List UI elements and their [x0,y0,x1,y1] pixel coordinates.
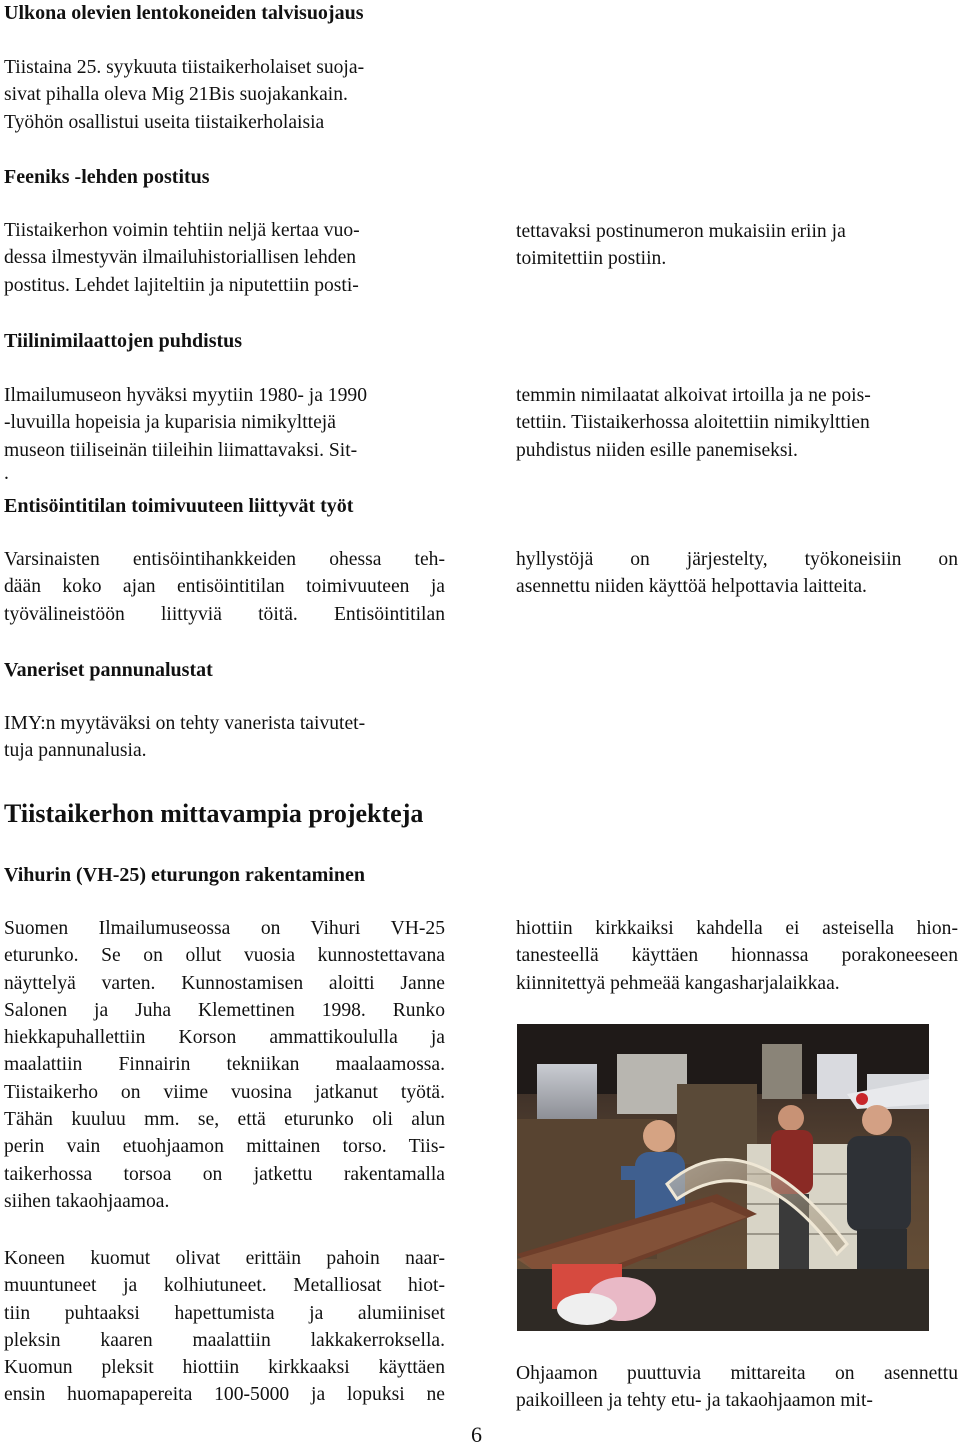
text-line: muuntuneet ja kolhiutuneet. Metalliosat hiot- [4,1275,445,1297]
projects-title: Tiistaikerhon mittavampia projekteja [4,799,424,828]
text-line: museon tiiliseinän tiileihin liimattavaksi. Sit- [4,439,358,461]
text-line: hiottiin kirkkaiksi kahdella ei asteisella hion- [516,918,958,939]
paragraph-vihuri-left-2 [4,1245,445,1409]
text-line: tuja pannunalusia. [4,740,147,762]
paragraph-pannunalustat [4,710,444,765]
text-line: dessa ilmestyvän ilmailuhistoriallisen lehden [4,247,357,269]
text-line: työvälineistöön liittyviä töitä. Entisöintitilan [4,603,445,625]
text-line: Koneen kuomut olivat erittäin pahoin naar- [4,1248,445,1269]
text-line: Tähän kuuluu mm. se, että eturunko oli alun [4,1109,445,1131]
paragraph-tiilinimilaatat-left [4,382,444,464]
text-line: Tiistaikerhon voimin tehtiin neljä kertaa vuo- [4,220,360,241]
section-heading-entisointitila: Entisöintitilan toimivuuteen liittyvät työt [4,495,354,517]
text-line: dään koko ajan entisöintitilan toimivuuteen ja [4,576,445,598]
text-line: puhdistus niiden esille panemiseksi. [516,439,798,461]
text-line: maalattiin Finnairin tekniikan maalaamossa. [4,1054,445,1076]
page-number: 6 [471,1422,482,1447]
paragraph-feeniks-right [516,218,956,273]
paragraph-vihuri-right-2 [516,1360,958,1415]
text-line: asennettu niiden käyttöä helpottavia laitteita. [516,576,867,598]
text-line: tettavaksi postinumeron mukaisiin eriin ja [516,221,846,242]
text-line: tanesteellä käyttäen hionnassa porakoneeseen [516,945,958,967]
text-line: näyttelyä varten. Kunnostamisen aloitti Janne [4,972,445,994]
text-line: Salonen ja Juha Klemettinen 1998. Runko [4,999,445,1021]
paragraph-vihuri-left-1 [4,915,445,1215]
paragraph-entisointitila-right [516,546,958,601]
section-heading-talvisuojaus: Ulkona olevien lentokoneiden talvisuojaus [4,2,364,24]
section-heading-pannunalustat: Vaneriset pannunalustat [4,659,213,681]
text-line: Varsinaisten entisöintihankkeiden ohessa teh- [4,549,445,570]
paragraph-tiilinimilaatat-right [516,382,956,464]
paragraph-feeniks-left [4,217,444,299]
text-line: toimitettiin postiin. [516,248,667,270]
text-line: tiin puhtaaksi hapettumista ja alumiiniset [4,1302,445,1324]
text-line: -luvuilla hopeisia ja kuparisia nimikylttejä [4,412,336,434]
text-line: tettiin. Tiistaikerhossa aloitettiin nimikylttien [516,412,870,434]
text-line: kiinnitettyä pehmeää kangasharjalaikkaa. [516,972,840,994]
text-line: hiekkapuhallettiin Korson ammattikoululla ja [4,1027,445,1049]
text-line: perin vain etuohjaamon mittainen torso. Tiis- [4,1136,445,1158]
text-line: ensin huomapapereita 100-5000 ja lopuksi ne [4,1384,445,1406]
paragraph-talvisuojaus [4,54,444,136]
text-line: paikoilleen ja tehty etu- ja takaohjaamon mit- [516,1390,873,1412]
text-line: temmin nimilaatat alkoivat irtoilla ja ne pois- [516,385,871,406]
stray-period: . [4,463,9,484]
text-line: Kuomun pleksit hiottiin kirkkaaksi käyttäen [4,1357,445,1379]
section-heading-tiilinimilaatat: Tiilinimilaattojen puhdistus [4,330,243,352]
text-line: postitus. Lehdet lajiteltiin ja niputettiin posti- [4,274,359,296]
text-line: eturunko. Se on ollut vuosia kunnostettavana [4,945,445,967]
text-line: taikerhossa torsoa on jatkettu rakentamalla [4,1163,445,1185]
text-line: Suomen Ilmailumuseossa on Vihuri VH-25 [4,918,445,939]
paragraph-vihuri-right-1 [516,915,958,997]
paragraph-entisointitila-left [4,546,445,628]
text-line: Tiistaina 25. syykuuta tiistaikerholaiset suoja- [4,57,365,78]
text-line: hyllystöjä on järjestelty, työkoneisiin on [516,549,958,570]
text-line: siihen takaohjaamoa. [4,1190,170,1212]
text-line: Työhön osallistui useita tiistaikerholaisia [4,111,325,133]
text-line: IMY:n myytäväksi on tehty vanerista taivutet- [4,713,366,734]
text-line: Ohjaamon puuttuvia mittareita on asennettu [516,1363,958,1384]
section-heading-vihuri: Vihurin (VH-25) eturungon rakentaminen [4,864,365,886]
text-line: Ilmailumuseon hyväksi myytiin 1980- ja 1990 [4,385,367,406]
section-heading-feeniks: Feeniks -lehden postitus [4,166,210,188]
text-line: sivat pihalla oleva Mig 21Bis suojakankain. [4,84,348,106]
workshop-photo [517,1024,929,1331]
text-line: Tiistaikerho on viime vuosina jatkanut työtä. [4,1081,445,1103]
text-line: pleksin kaaren maalattiin lakkakerroksella. [4,1329,445,1351]
